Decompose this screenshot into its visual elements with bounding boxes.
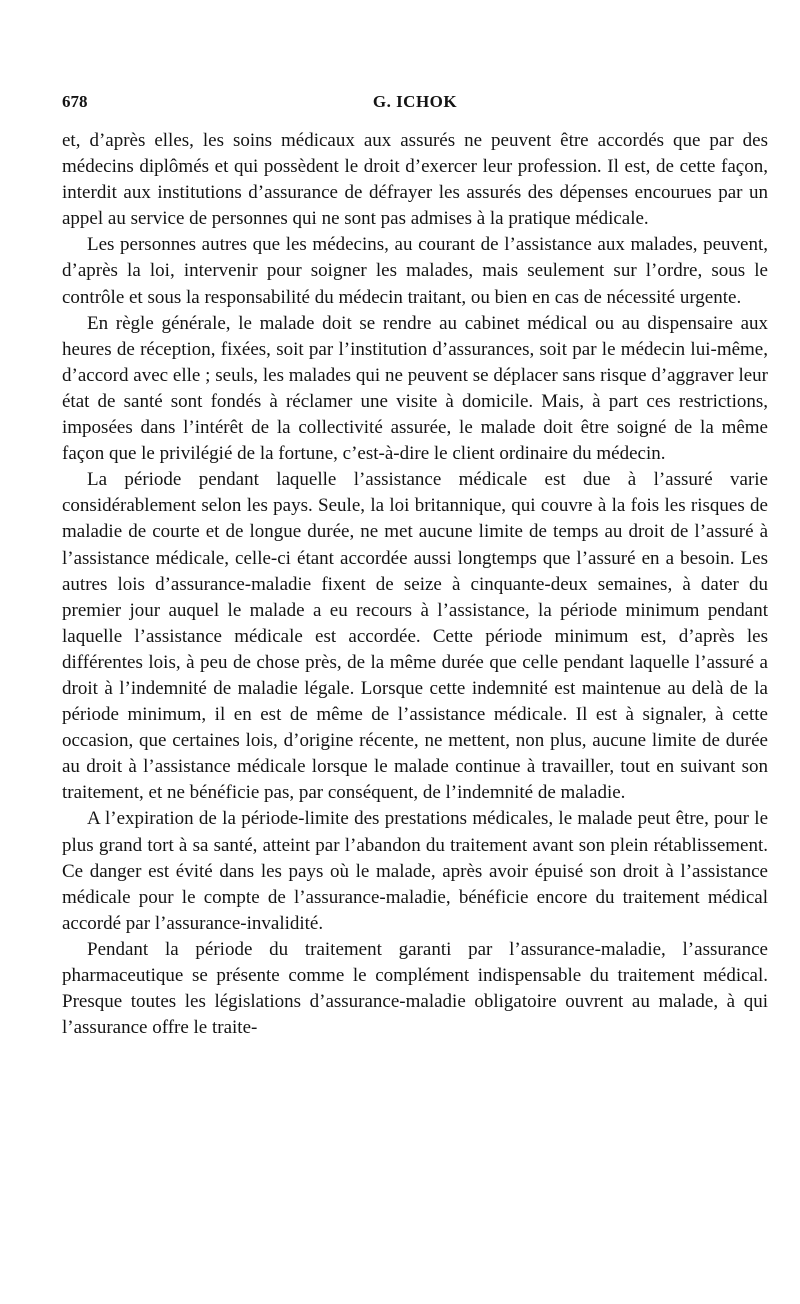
paragraph-auxiliaries: Les personnes autres que les médecins, au courant de l’assistance aux malades, peuvent, d’après la loi, intervenir pour soigner les malades, mais seulement sur l’ordre, sous le contrôle et sous la responsabilité du médecin traitant, ou bien en cas de nécessité urgente. [62,234,768,308]
paragraph-continuation: et, d’après elles, les soins médicaux aux assurés ne peuvent être accordés que par des médecins diplômés et qui possèdent le droit d’exercer leur profession. Il est, de cette façon, interdit aux institutions d’assurance de défrayer les assurés des dépenses encourues par un appel au service de personnes qui ne sont pas admises à la pratique médicale. [62,130,768,230]
page-number: 678 [62,92,88,111]
paragraph-limit-expiration: A l’expiration de la période-limite des prestations médicales, le malade peut être, pour le plus grand tort à sa santé, atteint par l’abandon du traitement avant son plein rétablissement. Ce danger est évité dans les pays où le malade, après avoir épuisé son droit à l’assistance médicale pour le compte de l’assurance-maladie, bénéficie encore du traitement médical accordé par l’assurance-invalidité. [62,808,768,934]
paragraph-pharmaceutical-insurance: Pendant la période du traitement garanti par l’assurance-maladie, l’assurance pharmaceutique se présente comme le complément indispensable du traitement médical. Presque toutes les législations d’assurance-maladie obligatoire ouvrent au malade, à qui l’assurance offre le traite- [62,938,768,1039]
book-page [62,84,768,1041]
paragraph-consultation-rules: En règle générale, le malade doit se rendre au cabinet médical ou au dispensaire aux heures de réception, fixées, soit par l’institution d’assurances, soit par le médecin lui-même, d’accord avec elle ; seuls, les malades qui ne peuvent se déplacer sans risque d’aggraver leur état de santé sont fondés à réclamer une visite à domicile. Mais, à part ces restrictions, imposées dans l’intérêt de la collectivité assurée, le malade doit être soigné de la même façon que le privilégié de la fortune, c’est-à-dire le client ordinaire du médecin. [62,312,768,465]
paragraph-duration-of-assistance: La période pendant laquelle l’assistance médicale est due à l’assuré varie considérablement selon les pays. Seule, la loi britannique, qui couvre à la fois les risques de maladie de courte et de longue durée, ne met aucune limite de temps au droit de l’assuré à l’assistance médicale, celle-ci étant accordée aussi longtemps que l’assuré en a besoin. Les autres lois d’assurance-maladie fixent de seize à cinquante-deux semaines, à dater du premier jour auquel le malade a eu recours à l’assistance, la période minimum pendant laquelle l’assistance médicale est accordée. Cette période minimum est, d’après les différentes lois, à peu de chose près, de la même durée que celle pendant laquelle l’assuré a droit à l’indemnité de maladie légale. Lorsque cette indemnité est maintenue au delà de la période minimum, il en est de même de l’assistance médicale. Il est à signaler, à cette occasion, que certaines lois, d’origine récente, ne mettent, non plus, aucune limite de durée au droit à l’assistance médicale lorsque le malade continue à travailler, tout en suivant son traitement, et ne bénéficie pas, par conséquent, de l’indemnité de maladie. [62,469,768,804]
page-header [62,84,768,120]
running-head-author: G. ICHOK [372,92,458,111]
body-text [62,128,768,1041]
